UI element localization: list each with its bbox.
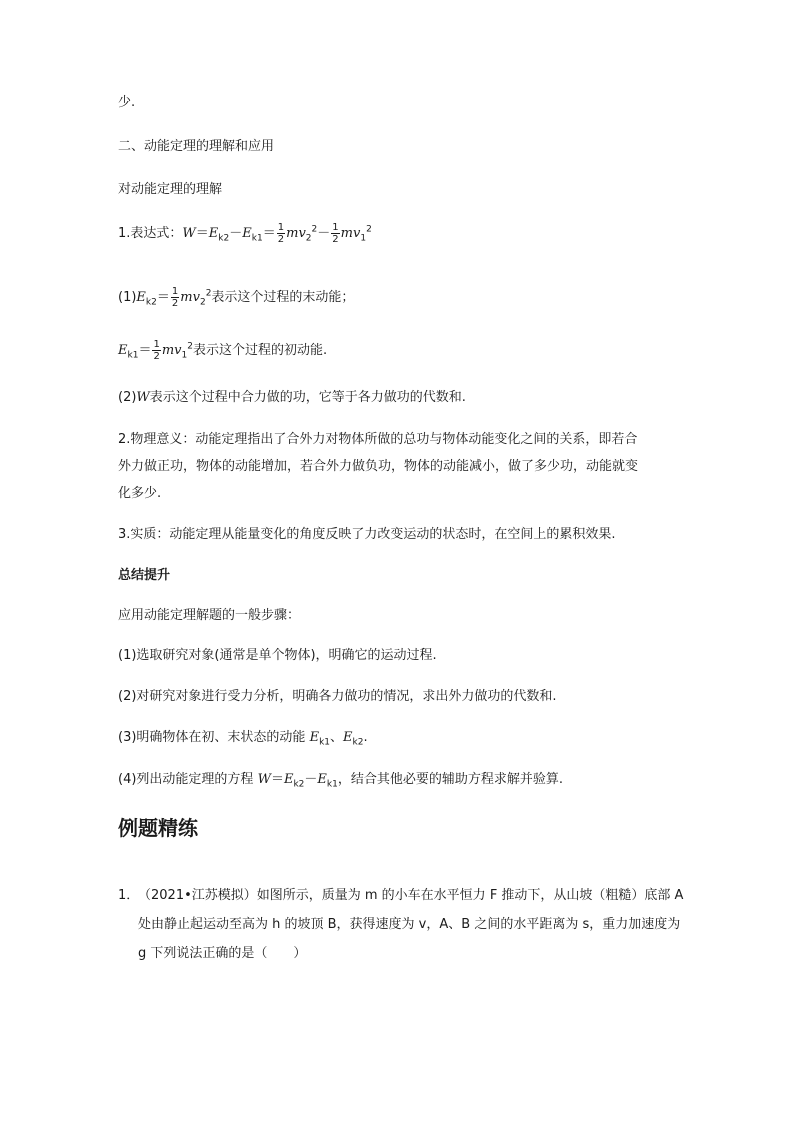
section-title: 二、动能定理的理解和应用 [118, 139, 275, 154]
subsection-title: 对动能定理的理解 [118, 182, 223, 197]
expression-line: 1.表达式：$W=E_{k2}-E_{k1}=$ $\frac{1}{2}$ $mv_2^2-$ $\frac{1}{2}$ $mv_1^2$ [118, 222, 372, 245]
work-line: (2)W表示这个过程中合力做的功，它等于各力做功的代数和. [118, 390, 466, 405]
step-2: (2)对研究对象进行受力分析，明确各力做功的情况，求出外力做功的代数和. [118, 689, 557, 704]
physical-meaning-line-1: 2.物理意义：动能定理指出了合外力对物体所做的总功与物体动能变化之间的关系，即若合 [118, 432, 638, 447]
fraction-half: $\frac{1}{2}$ [277, 222, 285, 245]
step-1: (1)选取研究对象(通常是单个物体)，明确它的运动过程. [118, 648, 437, 663]
step-4: (4)列出动能定理的方程 $W=E_{k2}-E_{k1}$，结合其他必要的辅助方程求解并验算. [118, 772, 564, 790]
initial-kinetic-energy-line: $E_{k1}=$ $\frac{1}{2}$ $mv_1^2$表示这个过程的初动能. [118, 339, 328, 362]
essence-line: 3.实质：动能定理从能量变化的角度反映了力改变运动的状态时，在空间上的累积效果. [118, 527, 616, 542]
examples-heading: 例题精练 [118, 816, 198, 840]
final-kinetic-energy-line: $(1)E_{k2}=$ $\frac{1}{2}$ $mv_2^2$表示这个过程的末动能； [118, 286, 355, 309]
question-text: （2021•江苏模拟）如图所示，质量为 m 的小车在水平恒力 F 推动下，从山坡（粗糙）底部 A 处由静止起运动至高为 h 的坡顶 B，获得速度为 v，A、B 之间的水平距离为 s，重力加速度为 g 下列说法正确的是（ ） [138, 888, 684, 961]
question-number: 1． [118, 888, 140, 903]
steps-title: 应用动能定理解题的一般步骤： [118, 608, 301, 623]
fraction-half: $\frac{1}{2}$ [153, 339, 160, 362]
step-3: (3)明确物体在初、末状态的动能 $E_{k1}$、$E_{k2}$. [118, 730, 368, 748]
physical-meaning-line-2: 外力做正功，物体的动能增加，若合外力做负功，物体的动能减小，做了多少功，动能就变 [118, 459, 639, 474]
physical-meaning-line-3: 化多少. [118, 486, 162, 501]
question-1 [118, 881, 688, 968]
fraction-half: $\frac{1}{2}$ [171, 286, 179, 309]
fraction-half: $\frac{1}{2}$ [332, 222, 339, 245]
summary-title: 总结提升 [118, 568, 171, 583]
text-line-shao: 少. [118, 95, 136, 110]
